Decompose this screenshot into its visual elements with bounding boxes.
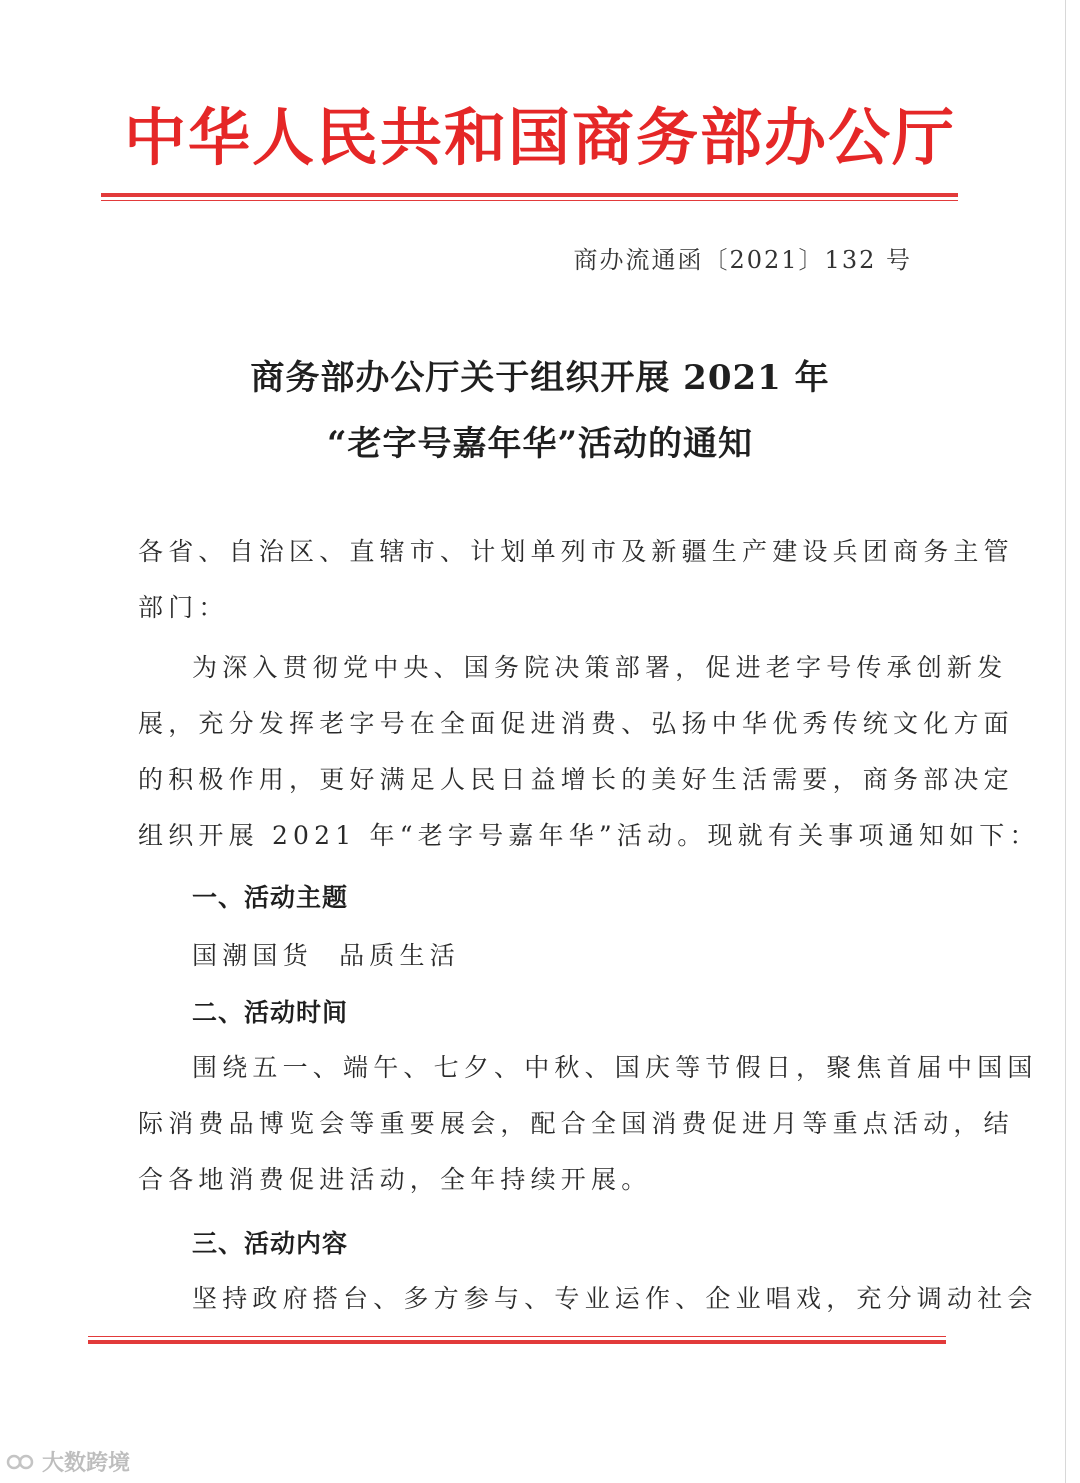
document-number: 商办流通函〔2021〕132 号 <box>573 246 912 274</box>
section-1-heading: 一、活动主题 <box>192 883 349 912</box>
section-3-heading: 三、活动内容 <box>192 1229 349 1258</box>
addressee <box>138 524 1014 636</box>
section-3-line-1: 坚持政府搭台、多方参与、专业运作、企业唱戏，充分调动社会 <box>192 1284 1038 1313</box>
footer-red-rule <box>88 1336 946 1344</box>
notice-title-line-1: 商务部办公厅关于组织开展 2021 年 <box>250 358 830 398</box>
section-2-line-2: 际消费品博览会等重要展会，配合全国消费促进月等重点活动，结 <box>138 1109 1014 1138</box>
section-2-line-3: 合各地消费促进活动，全年持续开展。 <box>138 1165 652 1194</box>
page-edge <box>1065 0 1066 1483</box>
section-1-text: 国潮国货 品质生活 <box>192 941 460 970</box>
intro-line-4: 组织开展 2021 年“老字号嘉年华”活动。现就有关事项通知如下： <box>138 821 1040 850</box>
addressee-line-1: 各省、自治区、直辖市、计划单列市及新疆生产建设兵团商务主管 <box>138 537 1014 566</box>
section-3-paragraph <box>138 1271 1038 1327</box>
section-2-heading: 二、活动时间 <box>192 998 349 1027</box>
intro-line-3: 的积极作用，更好满足人民日益增长的美好生活需要，商务部决定 <box>138 765 1014 794</box>
watermark-logo-icon <box>6 1450 36 1474</box>
notice-title-line-2: “老字号嘉年华”活动的通知 <box>326 424 754 464</box>
section-2-paragraph <box>138 1040 1038 1208</box>
intro-line-2: 展，充分发挥老字号在全面促进消费、弘扬中华优秀传统文化方面 <box>138 709 1014 738</box>
watermark-text: 大数跨境 <box>42 1451 131 1476</box>
addressee-line-2: 部门： <box>138 593 229 622</box>
letterhead: 中华人民共和国商务部办公厅 <box>123 101 956 174</box>
intro-line-1: 为深入贯彻党中央、国务院决策部署，促进老字号传承创新发 <box>192 653 1008 682</box>
watermark <box>6 1446 130 1477</box>
section-2-line-1: 围绕五一、端午、七夕、中秋、国庆等节假日，聚焦首届中国国 <box>192 1053 1038 1082</box>
intro-paragraph <box>138 640 1040 864</box>
letterhead-red-rule <box>101 193 958 201</box>
